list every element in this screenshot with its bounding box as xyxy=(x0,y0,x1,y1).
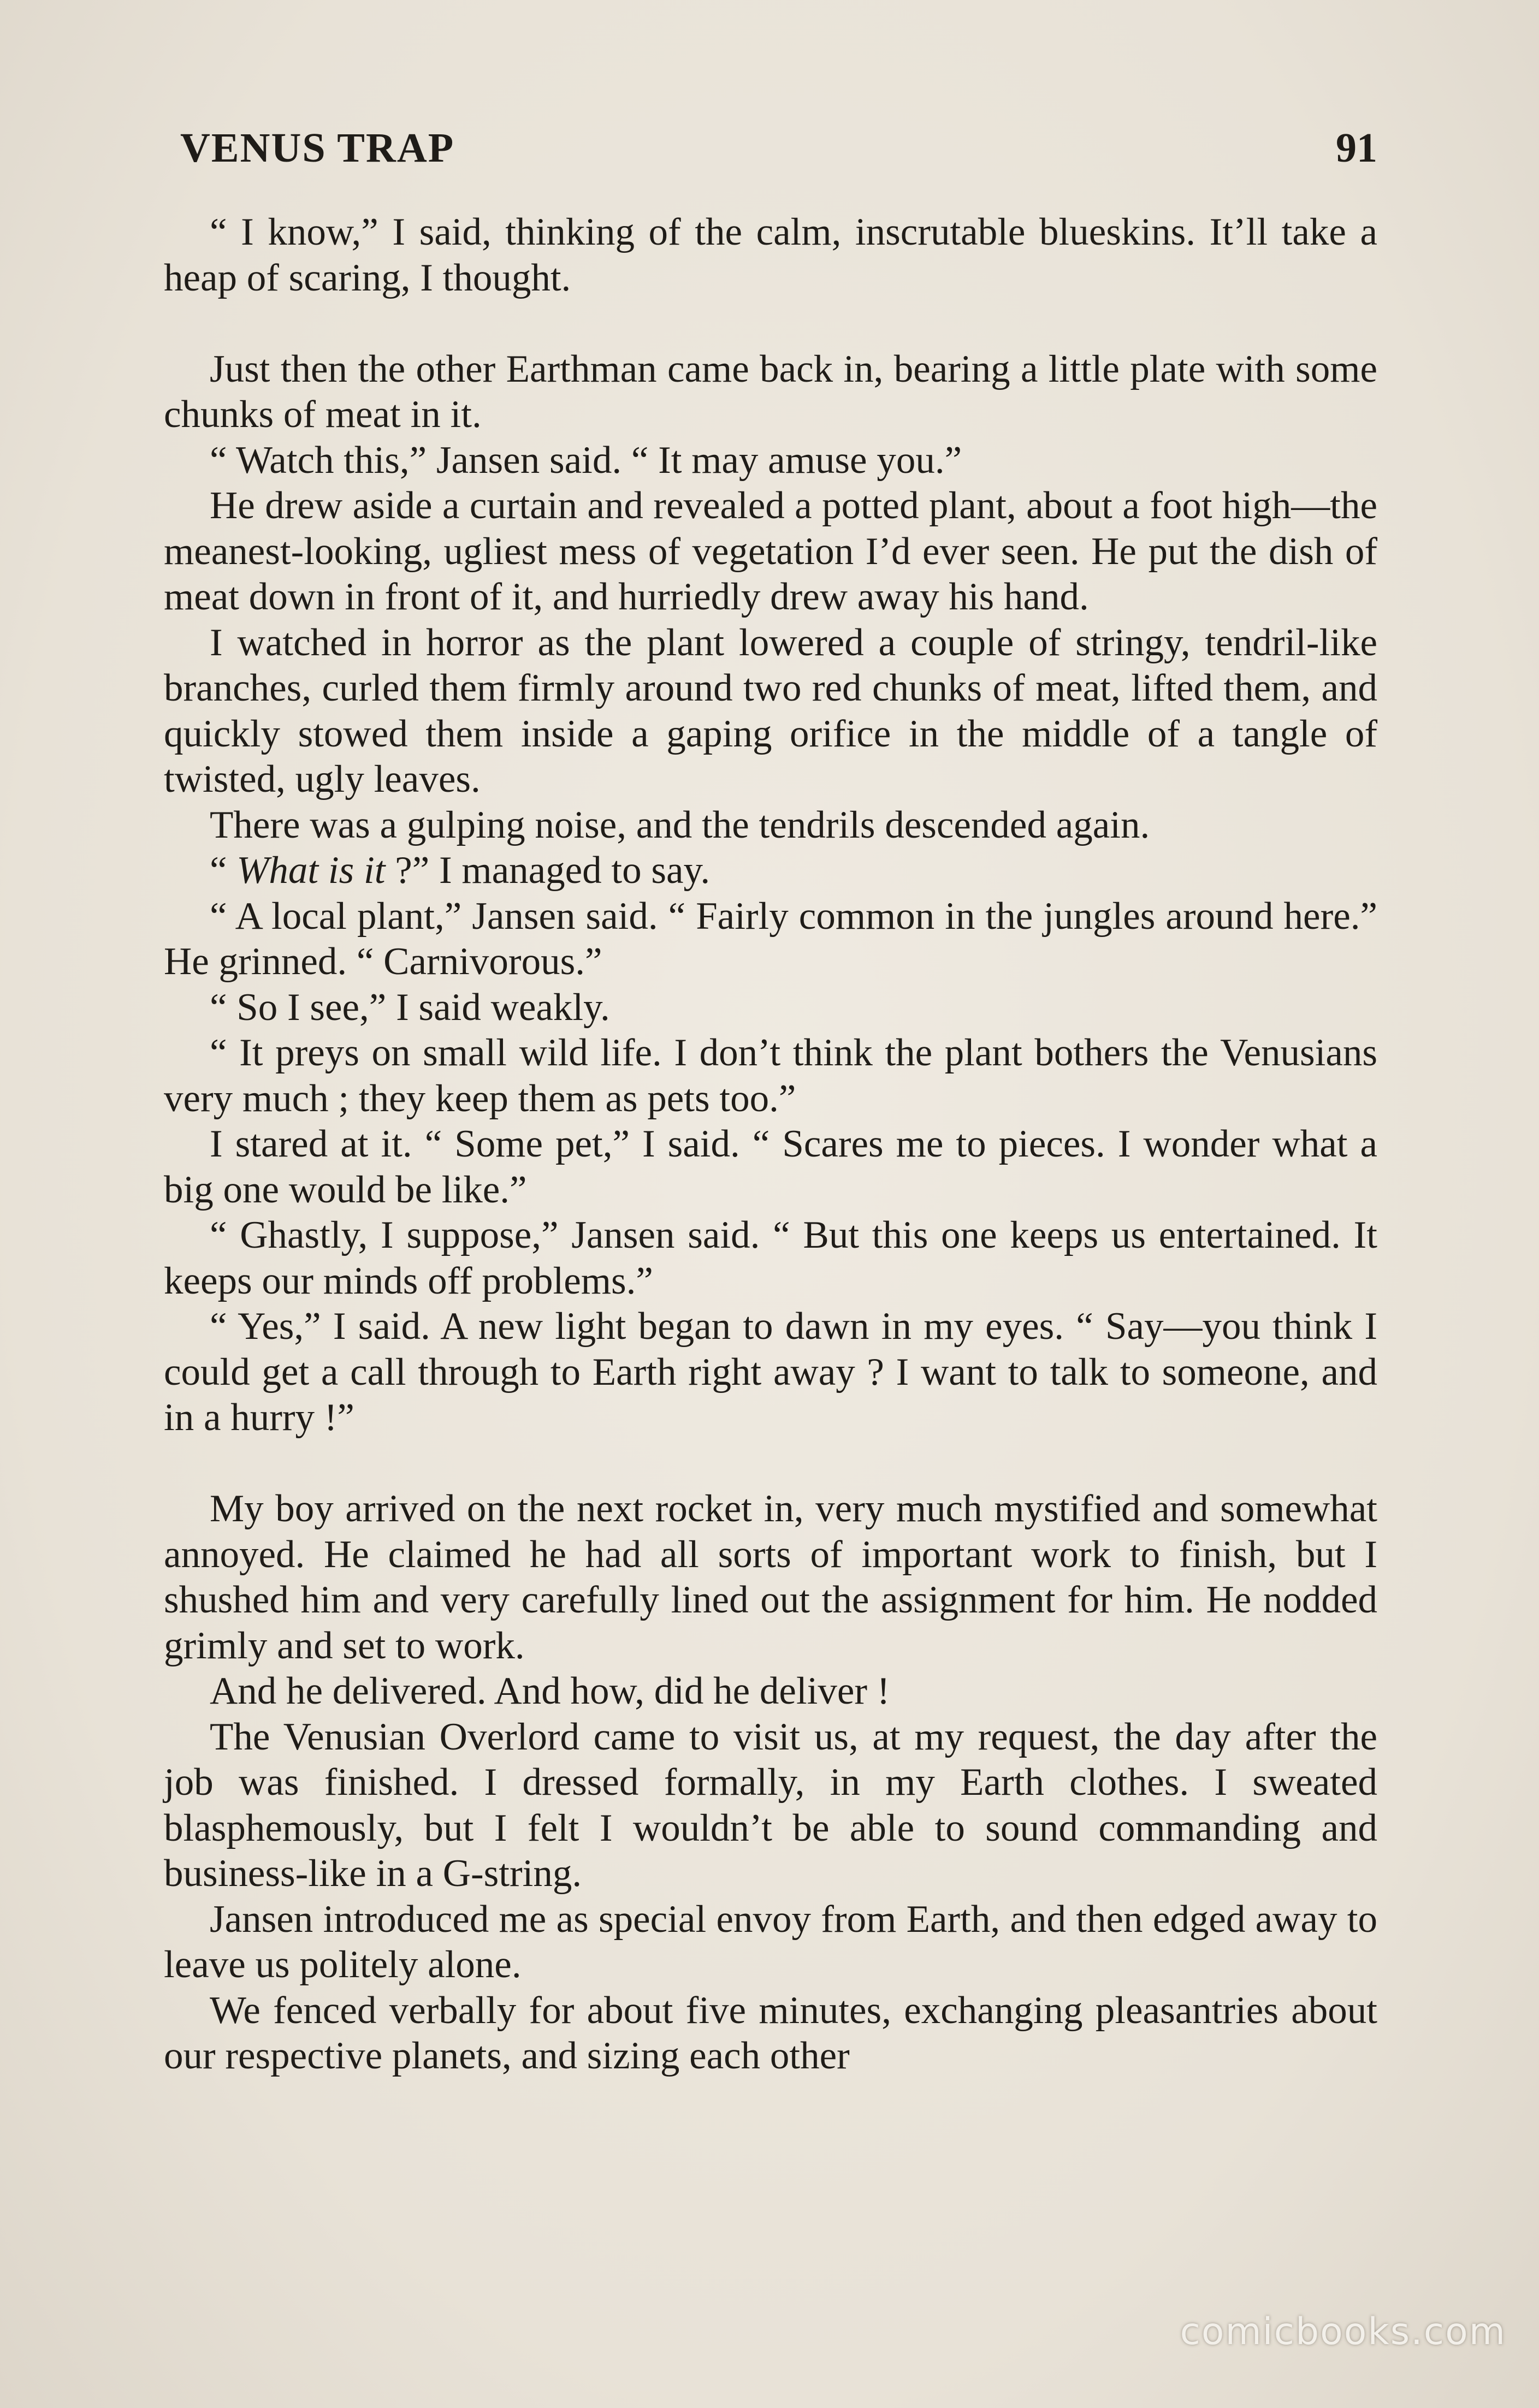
paragraph: And he delivered. And how, did he deliver ! xyxy=(210,1670,890,1712)
body-text xyxy=(164,210,1377,2079)
quote-open: “ xyxy=(210,849,237,892)
italic-phrase: What is it xyxy=(236,849,386,892)
paragraph: My boy arrived on the next rocket in, very much mystified and somewhat annoyed. He claimed he had all sorts of important work to finish, but I shushed him and very carefully lined out the assignment for him. He nodded grimly and set to work. xyxy=(164,1487,1377,1667)
page-header xyxy=(180,124,1377,174)
paragraph: He drew aside a curtain and revealed a potted plant, about a foot high—the meanest-looking, ugliest mess of vegetation I’d ever seen. He put the dish of meat down in front of it, and hurriedly drew away his hand. xyxy=(164,484,1377,618)
paragraph: “ A local plant,” Jansen said. “ Fairly common in the jungles around here.” He grinned. “ Carnivorous.” xyxy=(164,894,1377,983)
paragraph: “ It preys on small wild life. I don’t think the plant bothers the Venusians very much ; they keep them as pets too.” xyxy=(164,1031,1377,1120)
paragraph: “ Ghastly, I suppose,” Jansen said. “ But this one keeps us entertained. It keeps our minds off problems.” xyxy=(164,1214,1377,1302)
running-title: VENUS TRAP xyxy=(180,125,455,171)
paragraph: There was a gulping noise, and the tendrils descended again. xyxy=(210,803,1150,846)
paragraph: Just then the other Earthman came back in, bearing a little plate with some chunks of meat in it. xyxy=(164,347,1377,436)
paragraph: “ Yes,” I said. A new light began to dawn in my eyes. “ Say—you think I could get a call through to Earth right away ? I want to talk to someone, and in a hurry !” xyxy=(164,1305,1377,1439)
paragraph: We fenced verbally for about five minutes, exchanging pleasantries about our respective planets, and sizing each other xyxy=(164,1989,1377,2077)
quote-close: ?” I managed to say. xyxy=(385,849,711,892)
paragraph: I stared at it. “ Some pet,” I said. “ Scares me to pieces. I wonder what a big one would be like.” xyxy=(164,1123,1377,1211)
paragraph: Jansen introduced me as special envoy from Earth, and then edged away to leave us politely alone. xyxy=(164,1897,1377,1986)
paragraph: “ Watch this,” Jansen said. “ It may amuse you.” xyxy=(210,438,962,482)
paragraph: “ So I see,” I said weakly. xyxy=(210,986,610,1029)
paragraph xyxy=(164,848,1377,894)
paragraph: The Venusian Overlord came to visit us, at my request, the day after the job was finished. I dressed formally, in my Earth clothes. I sweated blasphemously, but I felt I wouldn’t be able to sound commanding and business-like in a G-string. xyxy=(164,1715,1377,1895)
watermark: comicbooks.com xyxy=(1180,2310,1506,2353)
page-number: 91 xyxy=(1336,125,1377,171)
paragraph: “ I know,” I said, thinking of the calm, inscrutable blueskins. It’ll take a heap of scaring, I thought. xyxy=(164,211,1377,299)
paragraph: I watched in horror as the plant lowered a couple of stringy, tendril-like branches, curled them firmly around two red chunks of meat, lifted them, and quickly stowed them inside a gaping orifice in the middle of a tangle of twisted, ugly leaves. xyxy=(164,621,1377,800)
